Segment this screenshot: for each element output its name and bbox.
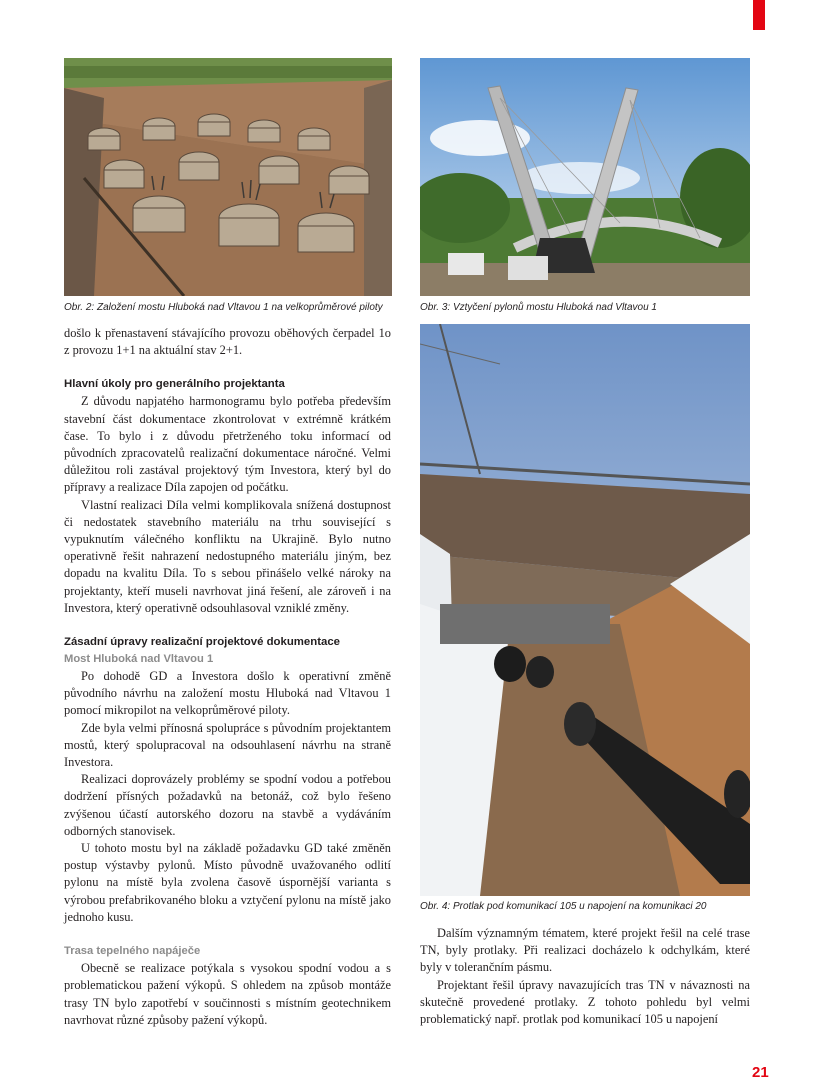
pipe-trench-photo — [420, 324, 750, 896]
page-number: 21 — [752, 1064, 769, 1081]
section-heading-documentation-changes: Zásadní úpravy realizační projektové dokumentace — [64, 636, 341, 649]
paragraph: U tohoto mostu byl na základě požadavku GD také změněn postup výstavby pylonů. Místo původně uvažovaného odlití pylonu na místě byla zvolena časově úspornější varianta s výrobou prefabrikovaného bloku a vztyčení pylonu na místě jako jednoho kusu. — [64, 841, 391, 924]
paragraph: Dalším významným tématem, které projekt řešil na celé trase TN, byly protlaky. Při realizaci docházelo k odchylkám, které byly v tolerančním pásmu. — [420, 926, 750, 975]
figure-3-caption: Obr. 3: Vztyčení pylonů mostu Hluboká nad Vltavou 1 — [420, 302, 657, 313]
foundation-photo — [64, 58, 392, 296]
figure-4-caption: Obr. 4: Protlak pod komunikací 105 u napojení na komunikaci 20 — [420, 901, 707, 912]
figure-2-caption: Obr. 2: Založení mostu Hluboká nad Vltavou 1 na velkoprůměrové piloty — [64, 302, 383, 313]
paragraph: Realizaci doprovázely problémy se spodní vodou a potřebou dodržení přísných požadavků na betonáž, což bylo řešeno zvýšenou účastí autorského dozoru na stavbě a vydáváním odborných stanovisek. — [64, 772, 391, 838]
page-accent-tab — [753, 0, 765, 30]
left-text-column — [64, 325, 391, 1029]
right-text-column — [420, 925, 750, 1028]
subheading-heat-pipeline: Trasa tepelného napáječe — [64, 945, 201, 958]
paragraph: Zde byla velmi přínosná spolupráce s původním projektantem mostů, který spolupracoval na odsouhlasení návrhu na straně Investora. — [64, 720, 391, 770]
intro-paragraph: došlo k přenastavení stávajícího provozu oběhových čerpadel 1o z provozu 1+1 na aktuální stav 2+1. — [64, 326, 391, 358]
paragraph: Po dohodě GD a Investora došlo k operativní změně původního návrhu na založení mostu Hluboká nad Vltavou 1 pomocí mikropilot na velkoprůměrové piloty. — [64, 669, 391, 718]
paragraph: Vlastní realizaci Díla velmi komplikovala snížená dostupnost či nedostatek stavebního materiálu na trhu související s vypuknutím válečného konfliktu na Ukrajině. Bylo nutno operativně řešit nahrazení nedostupného materiálu jiným, bez dopadu na kvalitu Díla. To s sebou přinášelo velké nároky na projektanty, kteří museli navrhovat jiná řešení, ale zároveň i na Investora, který operativně odsouhlasoval vzniklé změny. — [64, 497, 391, 615]
paragraph: Projektant řešil úpravy navazujících tras TN v návaznosti na skutečně provedené protlaky. Z tohoto pohledu byl velmi problematický např. protlak pod komunikací 105 u napojení — [420, 977, 750, 1027]
paragraph: Obecně se realizace potýkala s vysokou spodní vodou a s problematickou pažení výkopů. S ohledem na způsob montáže trasy TN bylo zapotřebí v součinnosti s místním geotechnikem navrhovat různé způsoby pažení výkopů. — [64, 961, 391, 1027]
pylon-photo — [420, 58, 750, 296]
section-heading-main-tasks: Hlavní úkoly pro generálního projektanta — [64, 378, 285, 391]
subheading-bridge: Most Hluboká nad Vltavou 1 — [64, 653, 214, 666]
paragraph: Z důvodu napjatého harmonogramu bylo potřeba především stavební část dokumentace zkontrolovat v extrémně krátkém čase. To bylo i z důvodu přetrženého toku informací od původních zpracovatelů realizační dokumentace náročné. Velmi důležitou roli zastával projektový tým Investora, který byl do přípravy a realizace Díla zapojen od počátku. — [64, 394, 391, 495]
